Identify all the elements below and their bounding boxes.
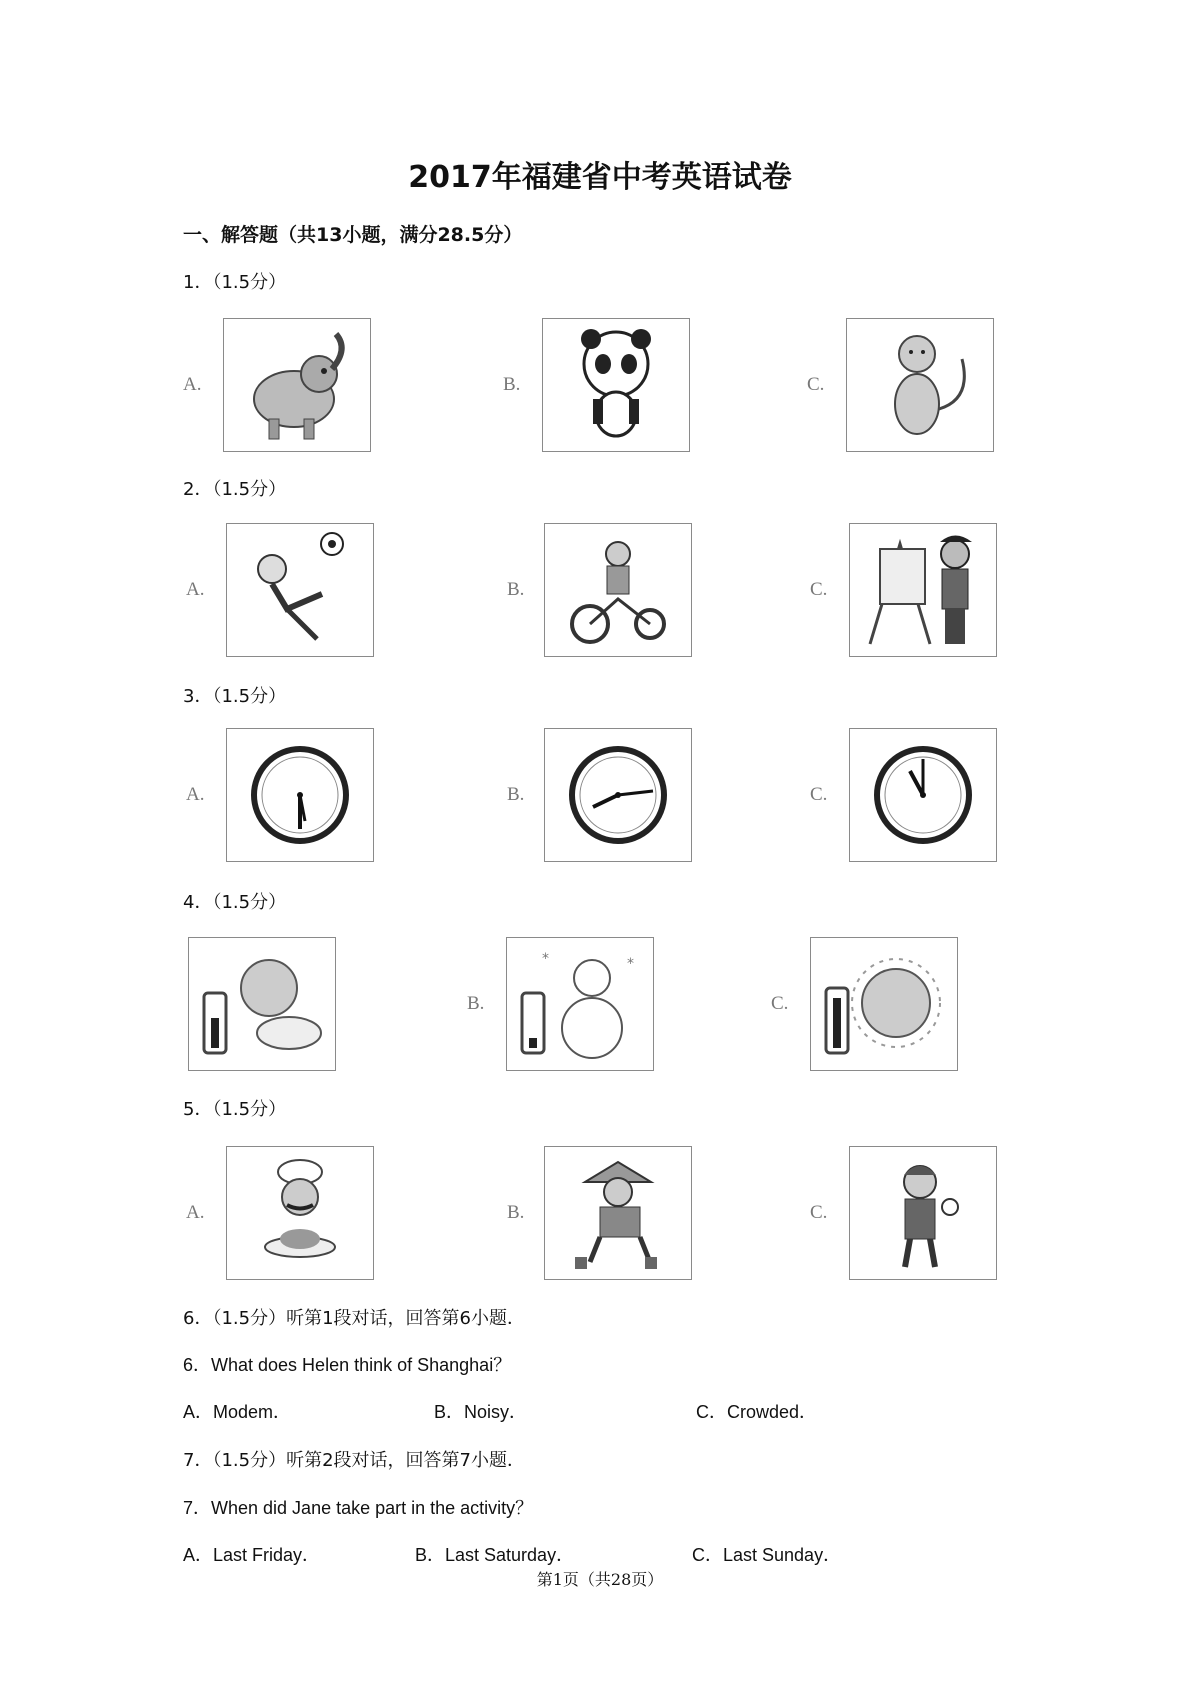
question-7-intro: 7．（1.5分）听第2段对话，回答第7小题． [183, 1450, 525, 1471]
question-5-options [0, 1146, 1200, 1282]
worker-icon [849, 1146, 997, 1280]
question-6-choice-a[interactable]: A．Modem． [183, 1402, 292, 1422]
option-letter: C. [807, 374, 825, 395]
svg-text:*: * [627, 956, 634, 972]
question-3-label: 3．（1.5分） [183, 686, 287, 707]
monkey-icon [846, 318, 994, 452]
svg-text:*: * [542, 951, 549, 967]
page-title: 2017年福建省中考英语试卷 [408, 160, 792, 195]
option-letter: C. [771, 993, 789, 1014]
panda-icon [542, 318, 690, 452]
option-letter: C. [810, 784, 828, 805]
option-letter: A. [186, 579, 205, 600]
question-4-options [0, 937, 1200, 1073]
question-7-choice-c[interactable]: C．Last Sunday． [692, 1545, 842, 1565]
question-6-choice-b[interactable]: B．Noisy． [434, 1402, 528, 1422]
question-6-text: 6．What does Helen think of Shanghai？ [183, 1355, 512, 1375]
question-6-choice-c[interactable]: C．Crowded． [696, 1402, 818, 1422]
hot-sun-thermometer-icon [810, 937, 958, 1071]
question-7-text: 7．When did Jane take part in the activity？ [183, 1498, 534, 1518]
option-letter: B. [503, 374, 521, 395]
clock-8-15-icon [544, 728, 692, 862]
option-letter: B. [467, 993, 485, 1014]
question-7-choice-b[interactable]: B．Last Saturday． [415, 1545, 575, 1565]
option-letter: B. [507, 1202, 525, 1223]
farmer-icon [544, 1146, 692, 1280]
option-letter: A. [183, 374, 202, 395]
question-5-label: 5．（1.5分） [183, 1099, 287, 1120]
option-letter: B. [507, 784, 525, 805]
option-letter: A. [186, 784, 205, 805]
question-2-options [0, 523, 1200, 659]
question-6-intro: 6．（1.5分）听第1段对话，回答第6小题． [183, 1308, 525, 1329]
boy-kicking-ball-icon [226, 523, 374, 657]
elephant-icon [223, 318, 371, 452]
option-letter: C. [810, 579, 828, 600]
page-footer: 第1页（共28页） [536, 1570, 664, 1589]
sun-cloud-thermometer-icon [188, 937, 336, 1071]
option-letter: C. [810, 1202, 828, 1223]
clock-11-00-icon [849, 728, 997, 862]
question-1-label: 1．（1.5分） [183, 272, 287, 293]
option-letter: A. [186, 1202, 205, 1223]
cook-icon [226, 1146, 374, 1280]
option-letter: B. [507, 579, 525, 600]
question-4-label: 4．（1.5分） [183, 892, 287, 913]
clock-6-30-icon [226, 728, 374, 862]
question-3-options [0, 728, 1200, 864]
question-1-options [0, 318, 1200, 454]
question-2-label: 2．（1.5分） [183, 479, 287, 500]
question-7-choice-a[interactable]: A．Last Friday． [183, 1545, 321, 1565]
snowman-thermometer-icon [506, 937, 654, 1071]
boy-painting-icon [849, 523, 997, 657]
boy-riding-bike-icon [544, 523, 692, 657]
section-heading: 一、解答题（共13小题，满分28.5分） [183, 224, 523, 246]
